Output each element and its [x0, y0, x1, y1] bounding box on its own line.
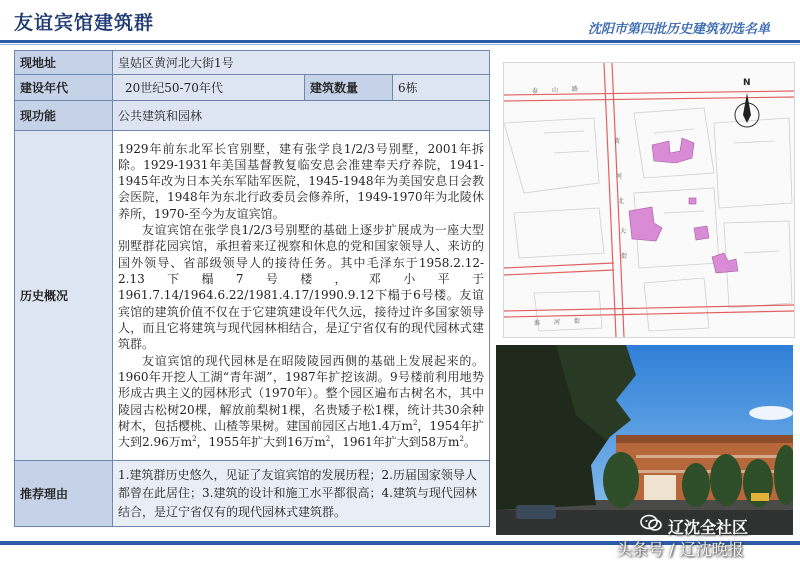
road-label: 北 [618, 198, 625, 205]
address-value: 皇姑区黄河北大街1号 [113, 51, 490, 75]
header-divider [0, 40, 800, 43]
reason-value: 1.建筑群历史悠久，见证了友谊宾馆的发展历程；2.历届国家领导人都曾在此居住；3.建筑的设计和施工水平都很高；4.建筑与现代园林结合，是辽宁省仅有的现代园林式建筑群。 [113, 461, 490, 527]
road-label: 泰 [532, 88, 539, 95]
road-label: 街 [574, 318, 581, 325]
history-p3-part-e: 。 [463, 435, 476, 450]
count-label: 建筑数量 [305, 75, 393, 101]
site-map [503, 62, 795, 338]
address-label: 现地址 [15, 51, 113, 75]
road-label: 路 [572, 86, 579, 93]
history-p3-part-c: ，1955年扩大到16万m [196, 435, 326, 450]
superscript: 2 [192, 435, 197, 444]
history-text [113, 131, 490, 461]
era-label: 建设年代 [15, 75, 113, 101]
function-label: 现功能 [15, 101, 113, 131]
superscript: 2 [459, 435, 464, 444]
history-label: 历史概况 [15, 131, 113, 461]
page-title: 友谊宾馆建筑群 [14, 12, 155, 34]
watermark-line-1: 辽沈全社区 [668, 518, 749, 537]
history-paragraph-3 [118, 353, 484, 451]
history-paragraph-2: 友谊宾馆在张学良1/2/3号别墅的基础上逐步扩展成为一座大型别墅群花园宾馆，承担着来辽视察和休息的党和国家领导人、来访的国外领导、省部级领导人的接待任务。其中毛泽东于1958.2.12-2.13下榻7号楼，邓小平于1961.7.14/1964.6.22/1981.4.17/1990.9.12下榻于6号楼。友谊宾馆的建筑价值不仅在于它建筑建设年代久远，接待过许多国家领导人，而且它将建筑与现代园林相结合，是辽宁省仅有的现代园林式建筑群。 [118, 223, 485, 352]
building-photo-svg [496, 345, 793, 535]
history-p3-part-a: 友谊宾馆的现代园林是在昭陵陵园西侧的基础上发展起来的。1960年开挖人工湖“青年湖”，1987年扩挖该湖。9号楼前利用地势形成古典主义的园林形式（1970年）。整个园区遍布古树名木，其中陵园古松树20棵，解放前梨树1棵，名贵矮子松1棵，统计共30余种树木，包括樱桃、山楂等果树。建国前园区占地1.4万m [118, 353, 485, 433]
count-value: 6栋 [393, 75, 490, 101]
era-value: 20世纪50-70年代 [113, 75, 305, 101]
history-p3-part-d: ，1961年扩大到58万m [330, 435, 460, 450]
road-label: 大 [620, 228, 627, 235]
info-table [14, 50, 490, 527]
watermark-line-2: 头条号 / 辽沈晚报 [616, 540, 744, 559]
history-paragraph-1: 1929年前东北军长官别墅，建有张学良1/2/3号别墅，2001年拆除。1929-1931年美国基督教复临安息会准建奉天疗养院，1941-1945年改为日本关东军陆军医院，1945-1948年为美国安息日会教会医院，1948年为东北行政委员会修养所，1949-1970年为北陵休养所，1970-至今为友谊宾馆。 [118, 141, 485, 221]
wechat-icon [640, 513, 662, 533]
building-photo [496, 345, 793, 535]
road-label: 街 [621, 253, 628, 260]
page-subtitle: 沈阳市第四批历史建筑初选名单 [587, 22, 770, 37]
superscript: 2 [412, 418, 418, 427]
road-label: 山 [552, 87, 559, 94]
reason-label: 推荐理由 [15, 461, 113, 527]
site-map-svg [504, 63, 794, 337]
road-label: 黄 [614, 138, 621, 145]
header-divider-thin [0, 44, 800, 45]
north-label: N [743, 78, 751, 88]
history-p3-part-b: ，1954年扩大到2.96万m [118, 418, 485, 450]
road-label: 河 [554, 319, 561, 326]
road-label: 淮 [534, 320, 541, 327]
function-value: 公共建筑和园林 [113, 101, 490, 131]
superscript: 2 [325, 435, 331, 444]
road-label: 河 [616, 173, 623, 180]
